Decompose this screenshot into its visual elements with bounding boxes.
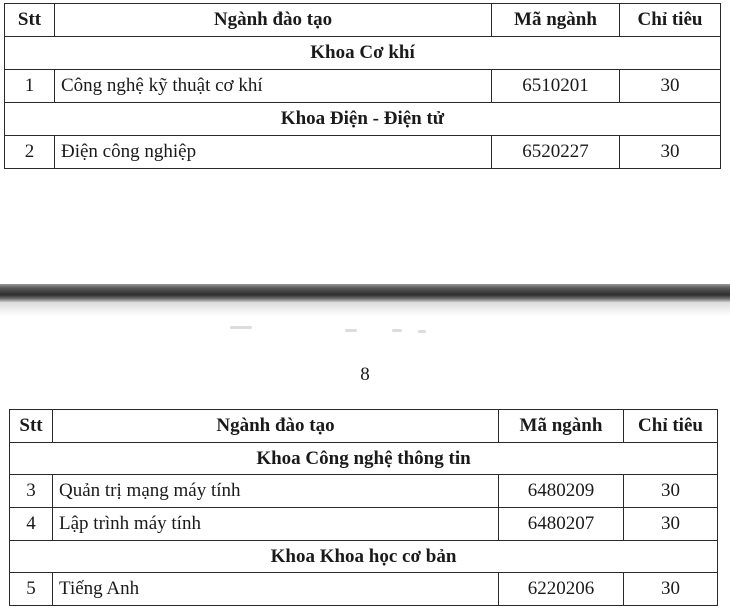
row-chi-tieu: 30 xyxy=(620,70,721,103)
table-header-row xyxy=(10,410,718,443)
row-ma-nganh: 6480207 xyxy=(499,508,624,541)
row-chi-tieu: 30 xyxy=(624,573,718,606)
table-header-row xyxy=(5,4,721,37)
row-stt: 4 xyxy=(10,508,53,541)
department-name: Khoa Công nghệ thông tin xyxy=(10,443,718,475)
department-row xyxy=(5,103,721,136)
header-nganh: Ngành đào tạo xyxy=(53,410,499,443)
header-ma-nganh: Mã ngành xyxy=(492,4,620,37)
row-stt: 2 xyxy=(5,136,55,169)
row-stt: 1 xyxy=(5,70,55,103)
department-row xyxy=(10,541,718,573)
row-nganh: Lập trình máy tính xyxy=(53,508,499,541)
row-chi-tieu: 30 xyxy=(624,508,718,541)
row-stt: 3 xyxy=(10,475,53,508)
department-name: Khoa Điện - Điện tử xyxy=(5,103,721,136)
row-ma-nganh: 6510201 xyxy=(492,70,620,103)
table-row xyxy=(10,475,718,508)
scan-smudge xyxy=(392,329,402,332)
row-ma-nganh: 6220206 xyxy=(499,573,624,606)
header-stt: Stt xyxy=(10,410,53,443)
table-row xyxy=(10,573,718,606)
row-nganh: Công nghệ kỹ thuật cơ khí xyxy=(55,70,492,103)
program-table-bottom xyxy=(9,409,718,606)
scan-smudge xyxy=(418,330,426,333)
page-number: 8 xyxy=(360,364,370,385)
scan-smudge xyxy=(230,326,252,329)
department-row xyxy=(5,37,721,70)
row-ma-nganh: 6520227 xyxy=(492,136,620,169)
row-chi-tieu: 30 xyxy=(624,475,718,508)
header-nganh: Ngành đào tạo xyxy=(55,4,492,37)
row-nganh: Tiếng Anh xyxy=(53,573,499,606)
row-ma-nganh: 6480209 xyxy=(499,475,624,508)
header-stt: Stt xyxy=(5,4,55,37)
row-nganh: Điện công nghiệp xyxy=(55,136,492,169)
row-stt: 5 xyxy=(10,573,53,606)
table-row xyxy=(10,508,718,541)
department-name: Khoa Khoa học cơ bản xyxy=(10,541,718,573)
scan-smudge xyxy=(345,329,357,332)
department-row xyxy=(10,443,718,475)
scan-shadow xyxy=(0,302,730,316)
program-table-top xyxy=(4,3,721,169)
table-row xyxy=(5,136,721,169)
header-ma-nganh: Mã ngành xyxy=(499,410,624,443)
row-chi-tieu: 30 xyxy=(620,136,721,169)
page-break-divider xyxy=(0,284,730,302)
header-chi-tieu: Chỉ tiêu xyxy=(620,4,721,37)
table-row xyxy=(5,70,721,103)
department-name: Khoa Cơ khí xyxy=(5,37,721,70)
row-nganh: Quản trị mạng máy tính xyxy=(53,475,499,508)
header-chi-tieu: Chỉ tiêu xyxy=(624,410,718,443)
